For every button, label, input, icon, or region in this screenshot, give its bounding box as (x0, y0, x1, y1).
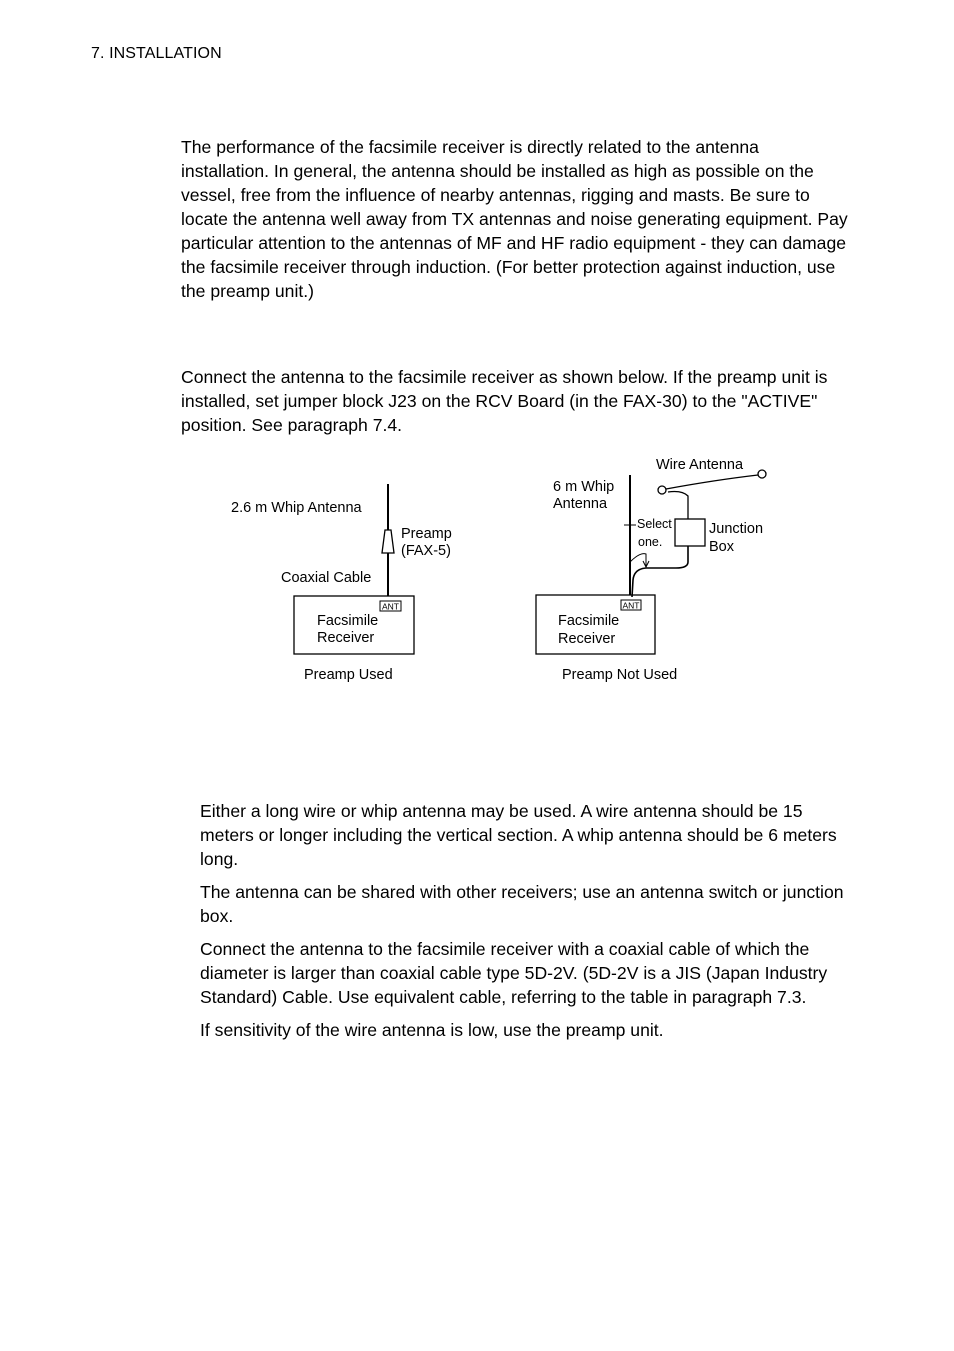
whip-antenna-right-label-2: Antenna (553, 496, 608, 512)
receiver-right-line-2: Receiver (558, 631, 616, 647)
preamp-not-used-caption: Preamp Not Used (562, 667, 678, 683)
junction-to-receiver-cable (632, 546, 688, 597)
wire-antenna-end-right (758, 470, 766, 478)
note-item: Either a long wire or whip antenna may be used. A wire antenna should be 15 meters or longer including the vertical section. A whip antenna should be 6 meters long. (200, 801, 837, 869)
ant-tag-left: ANT (382, 601, 399, 612)
preamp-label: Preamp (401, 526, 452, 542)
preamp-used-caption: Preamp Used (304, 667, 393, 683)
junction-box-label-2: Box (709, 539, 734, 555)
wire-antenna-end-left (658, 486, 666, 494)
junction-box-label-1: Junction (709, 521, 764, 537)
note-item: If sensitivity of the wire antenna is low, use the preamp unit. (200, 1020, 664, 1040)
wire-antenna (666, 475, 758, 489)
preamp-used-diagram (231, 484, 452, 683)
wire-drop (668, 492, 688, 520)
installation-notes (200, 799, 845, 1051)
receiver-right-line-1: Facsimile (558, 613, 620, 629)
note-item: Connect the antenna to the facsimile receiver with a coaxial cable of which the diameter is larger than coaxial cable type 5D-2V. (5D-2V is a JIS (Japan Industry Standard) Cable. Use equivalent cable, referring to the table in paragraph 7.3. (200, 939, 828, 1007)
junction-box (675, 519, 705, 546)
selector-arrow (630, 554, 646, 566)
connection-paragraph: Connect the antenna to the facsimile receiver as shown below. If the preamp unit is installed, set jumper block J23 on the RCV Board (in the FAX-30) to the "ACTIVE" position. See paragraph 7.4. (181, 367, 828, 435)
preamp-model-label: (FAX-5) (401, 543, 451, 559)
note-item: The antenna can be shared with other receivers; use an antenna switch or junction box. (200, 882, 844, 926)
receiver-left-line-2: Receiver (317, 630, 375, 646)
wire-antenna-label: Wire Antenna (656, 457, 744, 473)
select-label-2: one. (638, 535, 663, 549)
receiver-left-line-1: Facsimile (317, 613, 379, 629)
whip-antenna-left-label: 2.6 m Whip Antenna (231, 500, 362, 516)
ant-tag-right: ANT (622, 600, 640, 611)
whip-antenna-right-label-1: 6 m Whip (553, 479, 615, 495)
coaxial-cable-label: Coaxial Cable (281, 570, 372, 586)
page-header: 7. INSTALLATION (91, 45, 222, 62)
select-label-1: Select (637, 517, 672, 531)
preamp-not-used-diagram (536, 457, 766, 683)
location-paragraph: The performance of the facsimile receiver is directly related to the antenna installation. In general, the antenna should be installed as high as possible on the vessel, free from the influence of nearby antennas, rigging and masts. Be sure to locate the antenna well away from TX antennas and noise generating equipment. Pay particular attention to the antennas of MF and HF radio equipment - they can damage the facsimile receiver through induction. (For better protection against induction, use the preamp unit.) (181, 137, 848, 301)
preamp-unit-icon (382, 530, 394, 553)
